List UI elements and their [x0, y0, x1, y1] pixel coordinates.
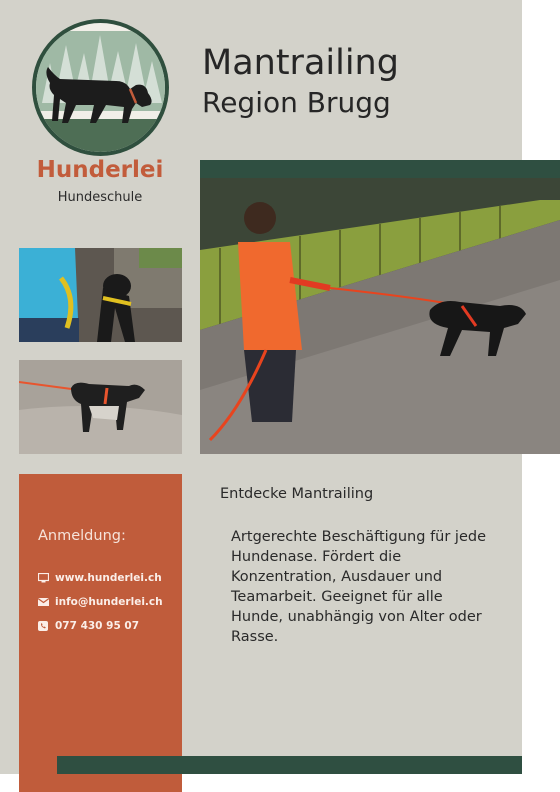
hunderlei-logo [32, 19, 169, 156]
photo-mantrailing-handler-dog [200, 160, 560, 454]
contact-website[interactable] [38, 572, 162, 584]
website-link[interactable]: www.hunderlei.ch [55, 572, 162, 584]
photo-dog-on-lead [19, 360, 182, 454]
dog-logo-icon [36, 23, 165, 152]
contact-email[interactable] [38, 596, 163, 608]
phone-number[interactable]: 077 430 95 07 [55, 620, 140, 632]
footer-green-bar [57, 756, 522, 774]
page-title: Mantrailing [202, 43, 399, 83]
section-heading: Entdecke Mantrailing [220, 486, 374, 502]
phone-icon [38, 621, 49, 631]
contact-label: Anmeldung: [38, 528, 126, 544]
contact-phone[interactable] [38, 620, 139, 632]
brand-tagline: Hundeschule [57, 190, 143, 205]
photo-dog-with-handler [19, 248, 182, 342]
contact-panel [19, 474, 182, 792]
email-link[interactable]: info@hunderlei.ch [55, 596, 163, 608]
page-subtitle: Region Brugg [202, 86, 391, 119]
monitor-icon [38, 573, 49, 583]
section-description: Artgerechte Beschäftigung für jede Hundenase. Fördert die Konzentration, Ausdauer und Teamarbeit. Geeignet für alle Hunde, unabhängig von Alter oder Rasse. [231, 529, 487, 645]
brand-name: Hunderlei [36, 157, 164, 183]
envelope-icon [38, 597, 49, 607]
